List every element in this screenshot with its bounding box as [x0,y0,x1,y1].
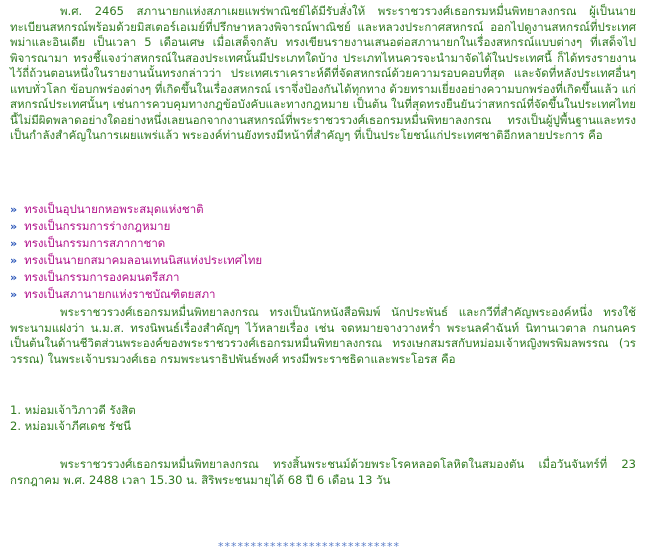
double-chevron-right-icon: » [10,288,18,301]
children-list [10,402,136,434]
list-item: 2. หม่อมเจ้าภีศเดช รัชนี [10,419,131,433]
list-item: » ทรงเป็นนายกสมาคมลอนเทนนิสแห่งประเทศไทย [10,253,263,267]
list-item: » ทรงเป็นกรรมการสภากาชาด [10,236,166,250]
list-item: » ทรงเป็นกรรมการร่างกฎหมาย [10,219,171,233]
double-chevron-right-icon: » [10,271,18,284]
list-item: » ทรงเป็นสภานายกแห่งราชบัณฑิตยสภา [10,287,216,301]
double-chevron-right-icon: » [10,203,18,216]
biography-paragraph: พระราชวรวงศ์เธอกรมหมื่นพิทยาลงกรณ ทรงเป็นนักหนังสือพิมพ์ นักประพันธ์ และกวีที่สำคัญพระองค์หนึ่ง ทรงใช้พระนามแฝงว่า น.ม.ส. ทรงนิพนธ์เรื่องสำคัญๆ ไว้หลายเรื่อง เช่น จดหมายจางวางหร่ำ พระนลคำฉันท์ นิทานเวตาล กนกนคร เป็นต้นในด้านชีวิตส่วนพระองค์ของพระราชวรวงศ์เธอกรมหมื่นพิทยาลงกรณ ทรงเษกสมรสกับหม่อมเจ้าหญิงพรพิมลพรรณ (วรวรรณ) ในพระเจ้าบรมวงศ์เธอ กรมพระนราธิปพันธ์พงศ์ ทรงมีพระราชธิดาและพระโอรส คือ [10,305,636,366]
intro-paragraph: พ.ศ. 2465 สภานายกแห่งสภาเผยแพร่พาณิชย์ได้มีรับสั่งให้ พระราชวรวงศ์เธอกรมหมื่นพิทยาลงกรณ ผู้เป็นนายทะเบียนสหกรณ์พร้อมด้วยมิสเตอร์เอเมย์ที่ปรึกษาหลวงพิจารณ์พาณิชย์ และหลวงประกาศสหกรณ์ ออกไปดูงานสหกรณ์ที่ประเทศพม่าและอินเดีย เป็นเวลา 5 เดือนเศษ เมื่อเสด็จกลับ ทรงเขียนรายงานเสนอต่อสภานายกในเรื่องสหกรณ์แบบต่างๆ ที่เสด็จไปพิจารณามา ทรงชี้แจงว่าสหกรณ์ในสองประเทศนั้นมีประเภทใดบ้าง ประเภทไหนควรจะนำมาจัดได้ในประเทศนี้ ก็ได้ทรงรายงานไว้ถี่ถ้วนตอนหนึ่งในรายงานนั้นทรงกล่าวว่า ประเทศเราเคราะห์ดีที่จัดสหกรณ์ด้วยความรอบคอบที่สุด และจัดที่หลังประเทศอื่นๆ แทบทั่วโลก ข้อบกพร่องต่างๆ ที่เกิดขึ้นในเรื่องสหกรณ์ เราจึ่งป้องกันได้ทุกทาง ด้วยทรามเยี่ยงอย่างความบกพร่องที่เกิดขึ้นแล้ว แก่สหกรณ์ประเทศนั้นๆ เช่นการควบคุมทางกฎข้อบังคับและทางกฎหมาย เป็นต้น ในที่สุดทรงยืนยันว่าสหกรณ์ที่จัดขึ้นในประเทศไทยนี้ไม่มีผิดพลาดอย่างใดอย่างหนึ่งเลยนอกจากงานสหกรณ์ที่พระราชวรวงศ์เธอกรมหมื่นพิทยาลงกรณ ทรงเป็นผู้ปูพื้นฐานและทรงเป็นกำลังสำคัญในการเผยแพร่แล้ว พระองค์ท่านยังทรงมีหน้าที่สำคัญๆ ที่เป็นประโยชน์แก่ประเทศชาติอีกหลายประการ คือ [10,4,636,142]
double-chevron-right-icon: » [10,220,18,233]
double-chevron-right-icon: » [10,254,18,267]
list-item: » ทรงเป็นอุปนายกหอพระสมุดแห่งชาติ [10,202,204,216]
positions-list [10,201,262,303]
list-item: 1. หม่อมเจ้าวิภาวดี รังสิต [10,403,136,417]
list-item: » ทรงเป็นกรรมการองคมนตรีสภา [10,270,180,284]
double-chevron-right-icon: » [10,237,18,250]
death-paragraph: พระราชวรวงศ์เธอกรมหมื่นพิทยาลงกรณ ทรงสิ้นพระชนม์ด้วยพระโรคหลอดโลหิตในสมองตัน เมื่อวันจันทร์ที่ 23 กรกฎาคม พ.ศ. 2488 เวลา 15.30 น. สิริพระชนมายุได้ 68 ปี 6 เดือน 13 วัน [10,457,636,487]
divider: **************************** [218,540,400,553]
